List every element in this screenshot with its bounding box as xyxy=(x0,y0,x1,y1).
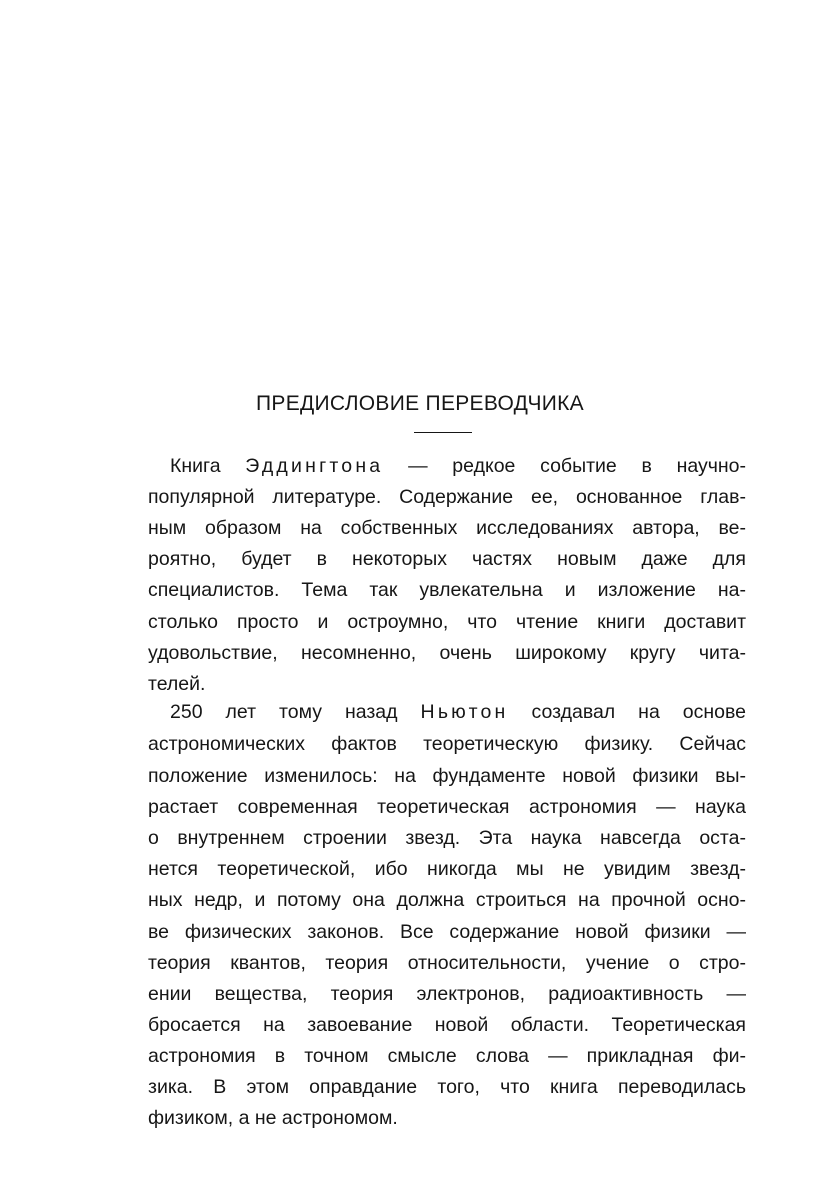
text-segment: телей. xyxy=(148,673,206,695)
text-segment: нется теоретической, ибо никогда мы не увидим звезд- xyxy=(148,858,746,880)
text-segment: положение изменилось: на фундаменте новой физики вы- xyxy=(148,765,746,787)
text-segment: Книга xyxy=(170,455,246,477)
text-segment: популярной литературе. Содержание ее, основанное глав- xyxy=(148,486,746,508)
text-line xyxy=(148,574,746,606)
text-line xyxy=(148,853,746,885)
text-line xyxy=(148,637,746,669)
text-segment: о внутреннем строении звезд. Эта наука навсегда оста- xyxy=(148,827,746,849)
text-line xyxy=(148,1102,746,1134)
text-segment: — редкое событие в научно- xyxy=(383,455,747,477)
text-line xyxy=(148,791,746,823)
text-segment: астрономических фактов теоретическую физику. Сейчас xyxy=(148,733,746,755)
text-segment: теория квантов, теория относительности, учение о стро- xyxy=(148,952,746,974)
spaced-name: Ньютон xyxy=(420,701,509,723)
text-segment: зика. В этом оправдание того, что книга переводилась xyxy=(148,1076,746,1098)
text-segment: роятно, будет в некоторых частях новым даже для xyxy=(148,548,746,570)
text-segment: удовольствие, несомненно, очень широкому кругу чита- xyxy=(148,642,746,664)
text-segment: столько просто и остроумно, что чтение книги доставит xyxy=(148,611,746,633)
text-line xyxy=(148,728,746,760)
text-line xyxy=(148,884,746,916)
spaced-name: Эддингтона xyxy=(245,455,384,477)
text-line xyxy=(148,1040,746,1072)
text-segment: 250 лет тому назад xyxy=(170,701,421,723)
text-line xyxy=(170,450,746,482)
text-segment: ве физических законов. Все содержание новой физики — xyxy=(148,921,746,943)
text-line xyxy=(148,543,746,575)
text-segment: ным образом на собственных исследованиях автора, ве- xyxy=(148,517,746,539)
text-line xyxy=(148,606,746,638)
text-line xyxy=(148,1071,746,1103)
text-line xyxy=(148,822,746,854)
text-segment: бросается на завоевание новой области. Теоретическая xyxy=(148,1014,746,1036)
text-line xyxy=(148,947,746,979)
text-segment: астрономия в точном смысле слова — прикладная фи- xyxy=(148,1045,746,1067)
text-segment: ении вещества, теория электронов, радиоактивность — xyxy=(148,983,746,1005)
page-title: ПРЕДИСЛОВИЕ ПЕРЕВОДЧИКА xyxy=(256,392,584,415)
text-segment: специалистов. Тема так увлекательна и изложение на- xyxy=(148,579,746,601)
text-segment: ных недр, и потому она должна строиться на прочной осно- xyxy=(148,889,746,911)
text-line xyxy=(148,978,746,1010)
text-line xyxy=(148,760,746,792)
text-line xyxy=(148,481,746,513)
title-divider xyxy=(414,432,472,433)
text-line xyxy=(148,916,746,948)
text-line xyxy=(148,512,746,544)
text-segment: физиком, а не астрономом. xyxy=(148,1107,398,1129)
text-segment: растает современная теоретическая астрономия — наука xyxy=(148,796,746,818)
text-line xyxy=(148,1009,746,1041)
text-segment: создавал на основе xyxy=(508,701,746,723)
text-line xyxy=(170,696,746,728)
